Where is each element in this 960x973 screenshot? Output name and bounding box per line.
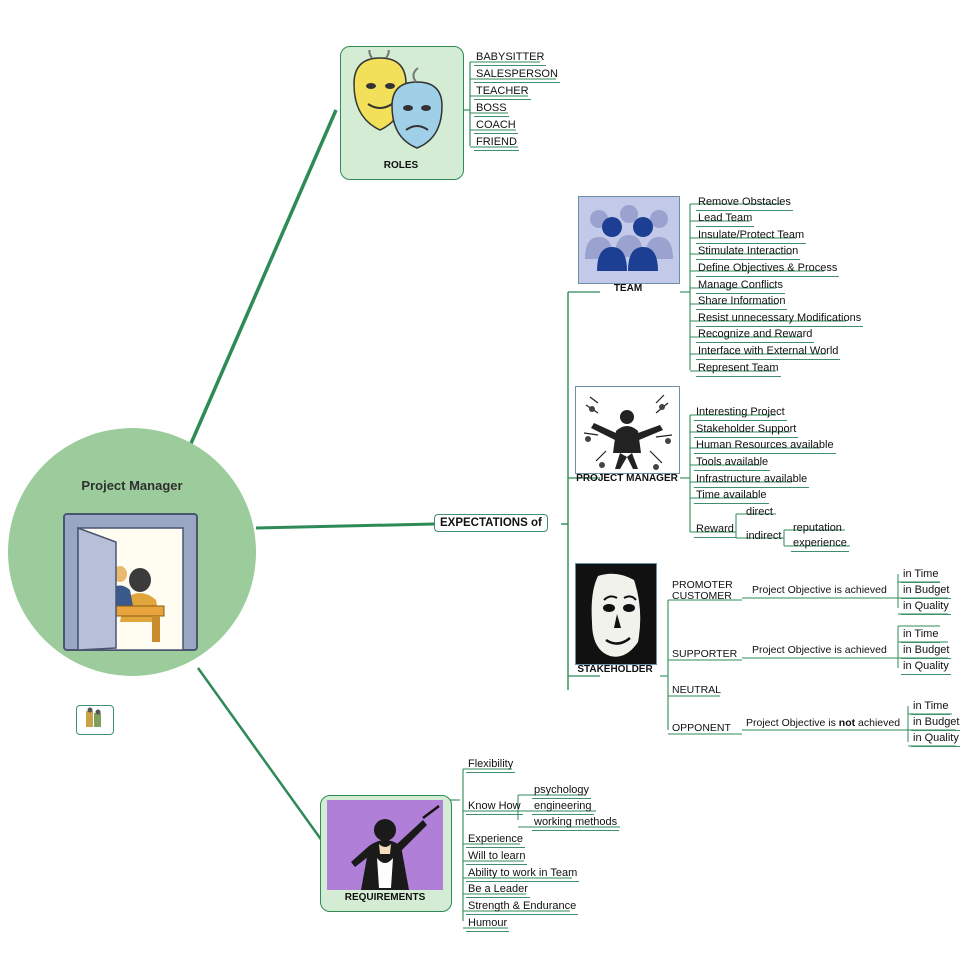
- team-item-9[interactable]: Interface with External World: [696, 345, 840, 360]
- team-item-1[interactable]: Lead Team: [696, 212, 754, 227]
- pm-item-0[interactable]: Interesting Project: [694, 406, 787, 421]
- stakeholder-outcome-promoter: Project Objective is achieved: [752, 584, 887, 596]
- team-item-7[interactable]: Resist unnecessary Modifications: [696, 312, 863, 327]
- team-item-6[interactable]: Share Information: [696, 295, 787, 310]
- page-title: Project Manager: [81, 478, 183, 493]
- reward-experience[interactable]: experience: [791, 537, 849, 552]
- stakeholder-role-promoter[interactable]: PROMOTER: [672, 579, 733, 591]
- requirements-item-5[interactable]: Be a Leader: [466, 883, 530, 898]
- supporter-criteria-0[interactable]: in Time: [901, 628, 940, 643]
- expectations-label[interactable]: EXPECTATIONS of: [434, 514, 548, 532]
- pm-item-2[interactable]: Human Resources available: [694, 439, 836, 454]
- opponent-outcome-post: achieved: [855, 717, 901, 729]
- team-caption: TEAM: [613, 283, 643, 294]
- roles-item-5[interactable]: FRIEND: [474, 136, 519, 151]
- pm-item-3[interactable]: Tools available: [694, 456, 770, 471]
- reward-reputation[interactable]: reputation: [793, 522, 842, 534]
- reward-indirect[interactable]: indirect: [746, 530, 782, 542]
- stakeholder-image-frame: [575, 563, 657, 665]
- knowhow-sub-1[interactable]: engineering: [532, 800, 594, 815]
- team-item-8[interactable]: Recognize and Reward: [696, 328, 814, 343]
- promoter-criteria-0[interactable]: in Time: [901, 568, 940, 583]
- juggler-icon: [576, 387, 679, 473]
- team-item-10[interactable]: Represent Team: [696, 362, 781, 377]
- opponent-criteria-2[interactable]: in Quality: [911, 732, 960, 747]
- requirements-item-4[interactable]: Ability to work in Team: [466, 867, 579, 882]
- promoter-criteria-2[interactable]: in Quality: [901, 600, 951, 615]
- opponent-outcome-pre: Project Objective is: [746, 717, 839, 729]
- requirements-caption: REQUIREMENTS: [344, 892, 426, 903]
- reward-direct[interactable]: direct: [746, 506, 773, 518]
- supporter-criteria-2[interactable]: in Quality: [901, 660, 951, 675]
- team-item-5[interactable]: Manage Conflicts: [696, 279, 785, 294]
- stakeholder-role-neutral[interactable]: NEUTRAL: [672, 684, 722, 696]
- office-desk-icon: [58, 508, 203, 656]
- notes-icon[interactable]: [76, 705, 114, 735]
- team-image-frame: [578, 196, 680, 284]
- requirements-item-0[interactable]: Flexibility: [466, 758, 515, 773]
- stakeholder-role-customer[interactable]: CUSTOMER: [672, 590, 732, 602]
- requirements-item-7[interactable]: Humour: [466, 917, 509, 932]
- project-manager-image-frame: [575, 386, 680, 474]
- roles-item-4[interactable]: COACH: [474, 119, 518, 134]
- pm-item-1[interactable]: Stakeholder Support: [694, 423, 798, 438]
- stakeholder-role-opponent[interactable]: OPPONENT: [672, 722, 731, 734]
- roles-item-2[interactable]: TEACHER: [474, 85, 531, 100]
- theatre-masks-icon: [346, 50, 456, 154]
- conductor-icon: [327, 800, 443, 890]
- opponent-criteria-0[interactable]: in Time: [911, 700, 950, 715]
- roles-item-3[interactable]: BOSS: [474, 102, 509, 117]
- stakeholder-caption: STAKEHOLDER: [577, 664, 653, 675]
- supporter-criteria-1[interactable]: in Budget: [901, 644, 951, 659]
- requirements-item-2[interactable]: Experience: [466, 833, 525, 848]
- requirements-item-1[interactable]: Know How: [466, 800, 523, 815]
- team-item-2[interactable]: Insulate/Protect Team: [696, 229, 806, 244]
- stakeholder-role-supporter[interactable]: SUPPORTER: [672, 648, 738, 660]
- stakeholder-outcome-opponent: [746, 717, 900, 729]
- roles-item-0[interactable]: BABYSITTER: [474, 51, 546, 66]
- team-item-3[interactable]: Stimulate Interaction: [696, 245, 800, 260]
- pm-item-5[interactable]: Time available: [694, 489, 769, 504]
- requirements-item-3[interactable]: Will to learn: [466, 850, 527, 865]
- opponent-outcome-bold: not: [838, 717, 856, 729]
- roles-caption: ROLES: [383, 160, 419, 171]
- mask-face-icon: [576, 564, 656, 664]
- pm-item-6[interactable]: Reward: [694, 523, 736, 538]
- pm-item-4[interactable]: Infrastructure available: [694, 473, 809, 488]
- requirements-item-6[interactable]: Strength & Endurance: [466, 900, 578, 915]
- knowhow-sub-0[interactable]: psychology: [532, 784, 591, 799]
- project-manager-caption: PROJECT MANAGER: [576, 473, 678, 484]
- team-people-icon: [579, 197, 679, 283]
- opponent-criteria-1[interactable]: in Budget: [911, 716, 960, 731]
- promoter-criteria-1[interactable]: in Budget: [901, 584, 951, 599]
- roles-item-1[interactable]: SALESPERSON: [474, 68, 560, 83]
- knowhow-sub-2[interactable]: working methods: [532, 816, 619, 831]
- stakeholder-outcome-supporter: Project Objective is achieved: [752, 644, 887, 656]
- team-item-0[interactable]: Remove Obstacles: [696, 196, 793, 211]
- team-item-4[interactable]: Define Objectives & Process: [696, 262, 839, 277]
